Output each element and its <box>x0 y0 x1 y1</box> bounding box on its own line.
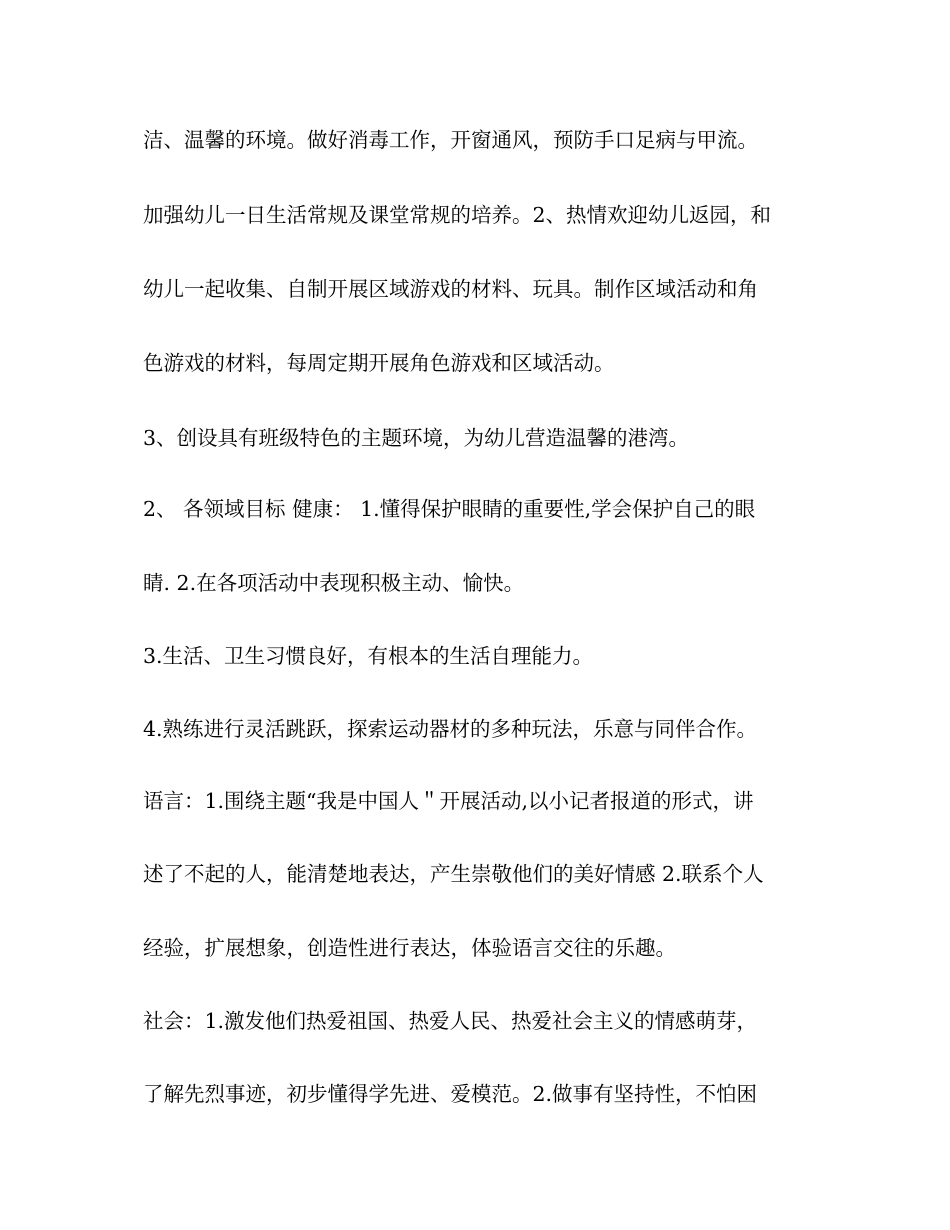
text-line: 3.生活、卫生习惯良好，有根本的生活自理能力。 <box>143 644 594 668</box>
text-line: 睛. 2.在各项活动中表现积极主动、愉快。 <box>143 571 525 595</box>
text-line: 洁、温馨的环境。做好消毒工作，开窗通风，预防手口足病与甲流。 <box>143 128 758 152</box>
text-line: 色游戏的材料，每周定期开展角色游戏和区域活动。 <box>143 351 615 375</box>
text-line: 3、创设具有班级特色的主题环境，为幼儿营造温馨的港湾。 <box>143 426 690 450</box>
text-line: 述了不起的人，能清楚地表达，产生崇敬他们的美好情感 2.联系个人 <box>143 862 764 886</box>
text-line: 语言：1.围绕主题“我是中国人＂开展活动,以小记者报道的形式，讲 <box>143 789 754 813</box>
text-line: 社会：1.激发他们热爱祖国、热爱人民、热爱社会主义的情感萌芽， <box>143 1009 758 1033</box>
text-line: 4.熟练进行灵活跳跃，探索运动器材的多种玩法，乐意与同伴合作。 <box>143 717 758 741</box>
text-line: 2、 各领域目标 健康： 1.懂得保护眼睛的重要性,学会保护自己的眼 <box>143 497 756 521</box>
text-line: 经验，扩展想象，创造性进行表达，体验语言交往的乐趣。 <box>143 936 676 960</box>
text-line: 幼儿一起收集、自制开展区域游戏的材料、玩具。制作区域活动和角 <box>143 277 758 301</box>
text-line: 加强幼儿一日生活常规及课堂常规的培养。2、热情欢迎幼儿返园，和 <box>143 203 772 227</box>
text-line: 了解先烈事迹，初步懂得学先进、爱模范。2.做事有坚持性，不怕困 <box>143 1082 758 1106</box>
